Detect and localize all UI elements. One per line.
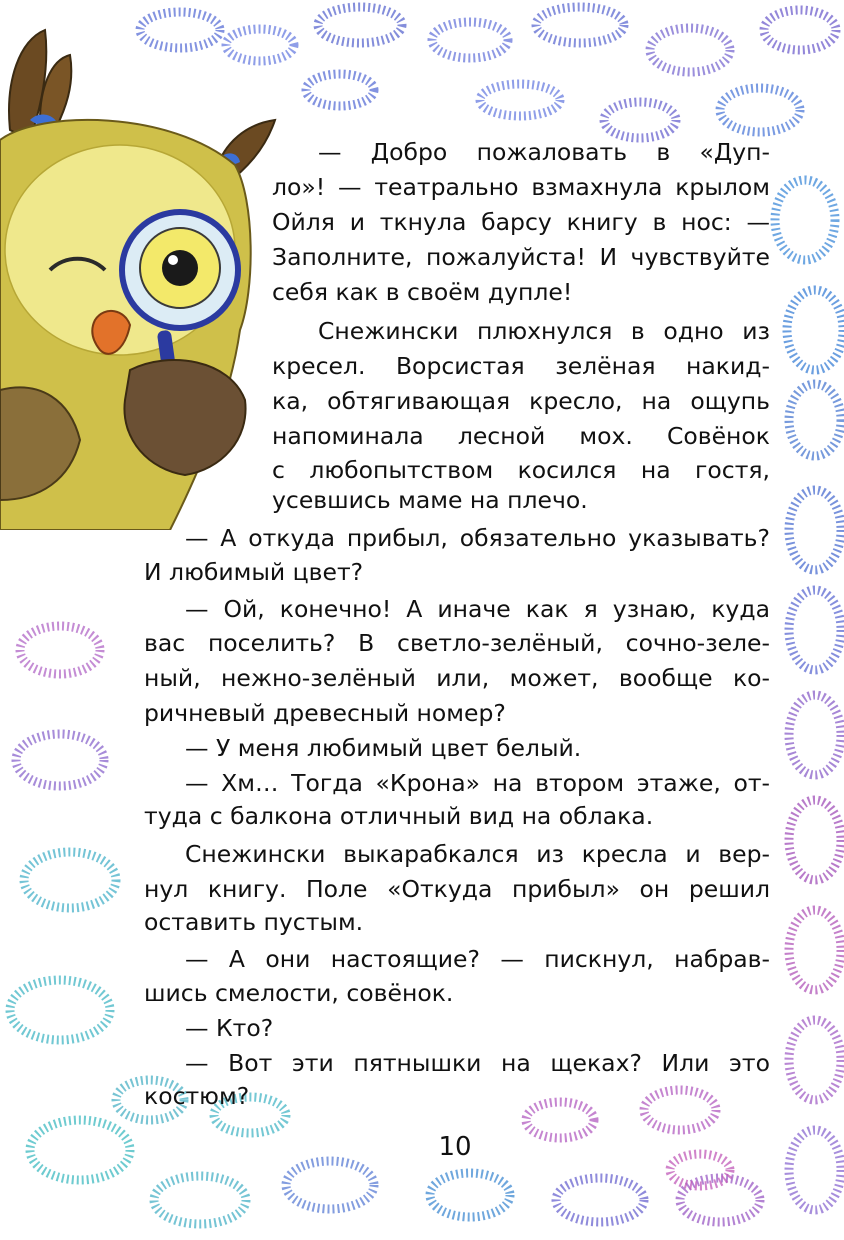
text-line: ричневый древесный номер?: [144, 699, 506, 727]
background-spot: [789, 490, 841, 570]
text-line: — Кто?: [185, 1014, 274, 1042]
owl-with-magnifying-glass-illustration: [0, 0, 290, 530]
background-spot: [789, 1130, 841, 1210]
background-spot: [20, 626, 100, 674]
background-spot: [30, 1120, 130, 1180]
background-spot: [650, 28, 730, 72]
background-spot: [789, 910, 841, 990]
text-line: — А откуда прибыл, обязательно указывать?: [185, 524, 770, 552]
text-line: оставить пустым.: [144, 908, 364, 936]
background-spot: [480, 84, 560, 116]
text-line: — Вот эти пятнышки на щеках? Или это: [185, 1049, 770, 1077]
background-spot: [432, 22, 508, 58]
background-spot: [604, 102, 676, 138]
text-line: — Ой, конечно! А иначе как я узнаю, куда: [185, 595, 770, 623]
text-line: Ойля и ткнула барсу книгу в нос: —: [272, 208, 770, 236]
background-spot: [789, 590, 841, 670]
text-line: себя как в своём дупле!: [272, 278, 573, 306]
background-spot: [10, 980, 110, 1040]
background-spot: [789, 384, 841, 456]
background-spot: [787, 290, 843, 370]
text-line: костюм?: [144, 1082, 250, 1110]
background-spot: [764, 10, 836, 50]
text-line: шись смелости, совёнок.: [144, 979, 454, 1007]
page-number: 10: [438, 1132, 472, 1162]
text-line: Снежински плюхнулся в одно из: [318, 317, 770, 345]
text-line: И любимый цвет?: [144, 558, 364, 586]
text-line: вас поселить? В светло-зелёный, сочно-зеле-: [144, 629, 770, 657]
background-spot: [16, 734, 104, 786]
text-line: ный, нежно-зелёный или, может, вообще ко-: [144, 664, 770, 692]
text-line: — У меня любимый цвет белый.: [185, 734, 582, 762]
background-spot: [286, 1161, 374, 1209]
background-spot: [775, 180, 835, 260]
text-line: напоминала лесной мох. Совёнок: [272, 422, 770, 450]
background-spot: [789, 800, 841, 880]
background-spot: [24, 852, 116, 908]
text-line: Заполните, пожалуйста! И чувствуйте: [272, 243, 770, 271]
text-line: усевшись маме на плечо.: [272, 486, 588, 514]
text-line: туда с балкона отличный вид на облака.: [144, 802, 654, 830]
text-line: — Добро пожаловать в «Дуп-: [318, 138, 770, 166]
background-spot: [720, 88, 800, 132]
background-spot: [789, 1020, 841, 1100]
background-spot: [318, 7, 402, 43]
background-spot: [306, 74, 374, 106]
text-line: ка, обтягивающая кресло, на ощупь: [272, 387, 770, 415]
background-spot: [670, 1154, 730, 1186]
background-spot: [536, 7, 624, 43]
background-spot: [430, 1173, 510, 1217]
background-spot: [556, 1178, 644, 1222]
text-line: — А они настоящие? — пискнул, набрав-: [185, 945, 770, 973]
text-line: Снежински выкарабкался из кресла и вер-: [185, 840, 770, 868]
text-line: нул книгу. Поле «Откуда прибыл» он решил: [144, 875, 770, 903]
text-line: с любопытством косился на гостя,: [272, 456, 770, 484]
background-spot: [789, 695, 841, 775]
text-line: кресел. Ворсистая зелёная накид-: [272, 352, 770, 380]
text-line: — Хм… Тогда «Крона» на втором этаже, от-: [185, 769, 770, 797]
text-line: ло»! — театрально взмахнула крылом: [272, 173, 770, 201]
background-spot: [154, 1176, 246, 1224]
